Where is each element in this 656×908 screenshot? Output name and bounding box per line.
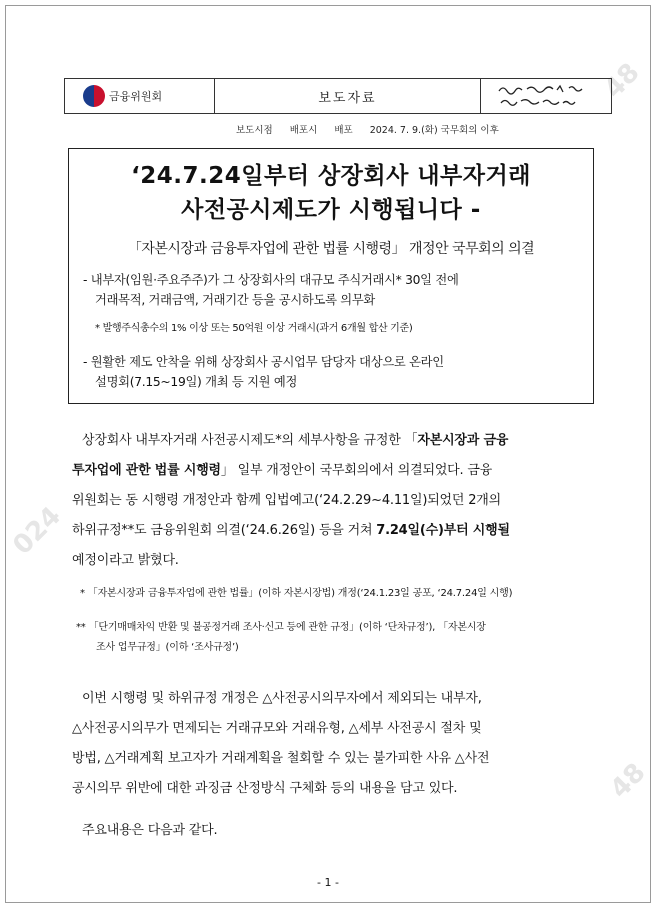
footnote-1: * 「자본시장과 금융투자업에 관한 법률」(이하 자본시장법) 개정(‘24.1.23일 공포, ‘24.7.24일 시행) bbox=[80, 588, 513, 599]
footnote-2-cont: 조사 업무규정」(이하 ‘조사규정’) bbox=[96, 642, 239, 653]
body-text: 하위규정**도 금융위원회 의결(‘24.6.26일) 등을 거쳐 bbox=[72, 523, 377, 538]
body-text: 공시의무 위반에 대한 과징금 산정방식 구체화 등의 내용을 담고 있다. bbox=[72, 781, 458, 796]
body-text-bold: 자본시장과 금융 bbox=[417, 433, 509, 448]
doc-type-label: 보도자료 bbox=[215, 79, 481, 113]
headline-line2: 사전공시제도가 시행됩니다 - bbox=[181, 197, 481, 223]
headline-line1: ‘24.7.24일부터 상장회사 내부자거래 bbox=[131, 163, 531, 189]
body-paragraph-2 bbox=[72, 684, 592, 804]
press-release-header bbox=[64, 78, 612, 114]
summary-bullet: - 원활한 제도 안착을 위해 상장회사 공시업무 담당자 대상으로 온라인 bbox=[83, 355, 444, 369]
summary-bullet: - 내부자(임원·주요주주)가 그 상장회사의 대규모 주식거래시* 30일 전에 bbox=[83, 273, 459, 287]
document-page bbox=[5, 5, 651, 903]
body-text: 방법, △거래계획 보고자가 거래계획을 철회할 수 있는 불가피한 사유 △사전 bbox=[72, 751, 490, 766]
watermark: 48 bbox=[598, 57, 646, 105]
summary-bullet-cont: 설명회(7.15~19일) 개최 등 지원 예정 bbox=[95, 375, 298, 389]
slogan-handwriting-icon bbox=[491, 81, 601, 111]
slogan-calligraphy bbox=[481, 79, 611, 113]
release-value: 2024. 7. 9.(화) 국무회의 이후 bbox=[369, 125, 499, 136]
headline-subtitle: 「자본시장과 금융투자업에 관한 법률 시행령」 개정안 국무회의 의결 bbox=[127, 241, 535, 257]
footnote-2: ** 「단기매매차익 반환 및 불공정거래 조사·신고 등에 관한 규정」(이하 ‘단차규정’), 「자본시장 bbox=[76, 622, 486, 633]
embargo-label: 보도시점 bbox=[236, 125, 273, 136]
fsc-logo bbox=[65, 79, 215, 113]
release-meta bbox=[236, 122, 513, 136]
body-paragraph-3: 주요내용은 다음과 같다. bbox=[82, 823, 218, 838]
headline-box bbox=[68, 148, 594, 404]
page-number: - 1 - bbox=[317, 876, 339, 889]
watermark: 024 bbox=[7, 501, 67, 561]
body-text: △사전공시의무가 면제되는 거래규모와 거래유형, △세부 사전공시 절차 및 bbox=[72, 721, 482, 736]
watermark: 48 bbox=[604, 757, 652, 805]
body-text: 」 일부 개정안이 국무회의에서 의결되었다. 금융 bbox=[220, 463, 493, 478]
embargo-value: 배포시 bbox=[289, 125, 318, 136]
body-text: 상장회사 내부자거래 사전공시제도*의 세부사항을 규정한 「 bbox=[82, 433, 418, 448]
body-text: 위원회는 동 시행령 개정안과 함께 입법예고(‘24.2.29~4.11일)되었던 2개의 bbox=[72, 493, 501, 508]
taegeuk-logo-icon bbox=[83, 85, 105, 107]
body-text-bold: 7.24일(수)부터 시행될 bbox=[376, 523, 510, 538]
summary-note: * 발행주식총수의 1% 이상 또는 50억원 이상 거래시(과거 6개월 합산 기준) bbox=[95, 323, 413, 334]
release-label: 배포 bbox=[334, 125, 353, 136]
summary-bullet-cont: 거래목적, 거래금액, 거래기간 등을 공시하도록 의무화 bbox=[95, 293, 375, 307]
body-paragraph-1 bbox=[72, 426, 592, 576]
org-name: 금융위원회 bbox=[109, 90, 163, 103]
body-text: 예정이라고 밝혔다. bbox=[72, 553, 179, 568]
body-text-bold: 투자업에 관한 법률 시행령 bbox=[72, 463, 221, 478]
body-text: 이번 시행령 및 하위규정 개정은 △사전공시의무자에서 제외되는 내부자, bbox=[82, 691, 482, 706]
